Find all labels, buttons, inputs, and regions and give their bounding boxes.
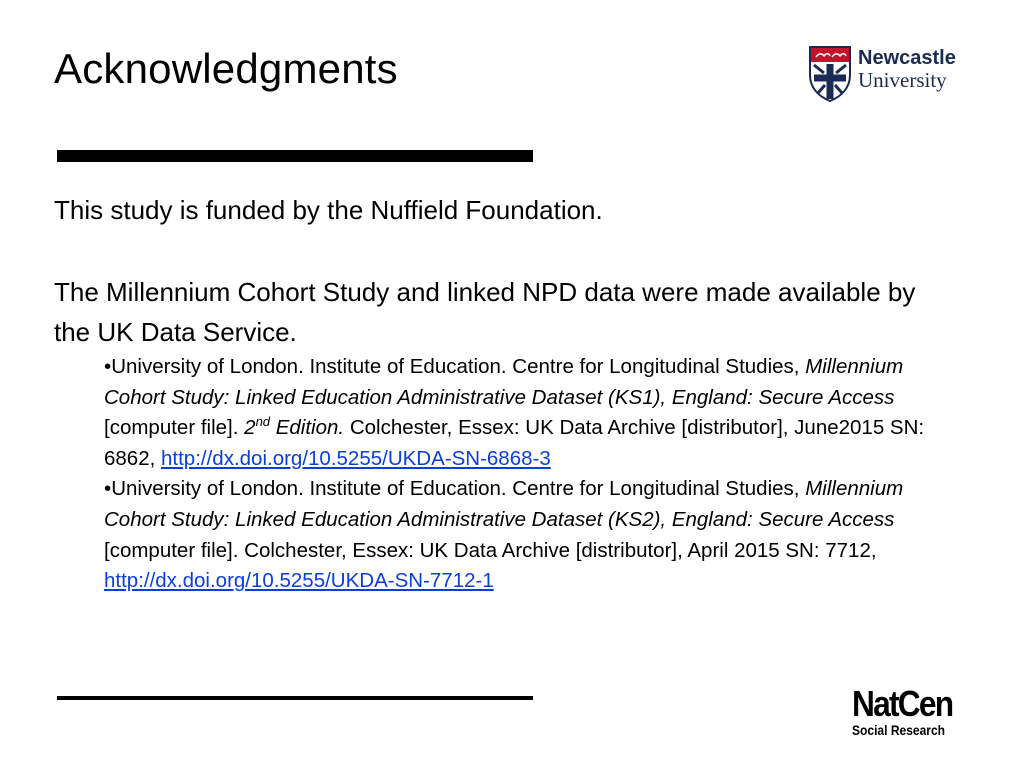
reference-title: Millennium Cohort Study: Linked Education Administrative Dataset (KS1), England: Secure Access xyxy=(104,355,904,409)
reference-list xyxy=(104,352,934,597)
reference-format: [computer file]. xyxy=(104,416,239,440)
data-availability-statement: The Millennium Cohort Study and linked NPD data were made available by the UK Data Service. xyxy=(54,277,916,347)
natcen-logo xyxy=(852,683,972,738)
newcastle-shield-icon xyxy=(808,45,852,103)
reference-item xyxy=(104,352,934,474)
title-divider xyxy=(57,150,533,162)
reference-edition-superscript: nd xyxy=(255,414,271,430)
reference-author: University of London. Institute of Education. Centre for Longitudinal Studies, xyxy=(111,355,800,378)
funding-statement: This study is funded by the Nuffield Foundation. xyxy=(54,195,603,225)
bullet: • xyxy=(104,355,112,378)
doi-link[interactable]: http://dx.doi.org/10.5255/UKDA-SN-6868-3 xyxy=(161,446,551,470)
natcen-logo-name: NatCen xyxy=(852,683,953,724)
newcastle-logo-line2: University xyxy=(858,68,947,92)
bullet: • xyxy=(104,477,112,501)
reference-publisher: Colchester, Essex: UK Data Archive [distributor], June2015 SN: 6862, xyxy=(104,416,925,470)
slide-title: Acknowledgments xyxy=(54,45,398,92)
reference-format: [computer file]. xyxy=(104,538,239,562)
reference-author: University of London. Institute of Education. Centre for Longitudinal Studies, xyxy=(111,477,800,501)
reference-item xyxy=(104,474,934,596)
newcastle-university-logo xyxy=(808,45,973,105)
natcen-logo-subtitle: Social Research xyxy=(852,722,946,738)
newcastle-logo-line1: Newcastle xyxy=(858,47,956,69)
footer-divider xyxy=(57,696,533,700)
reference-edition-word: Edition. xyxy=(275,416,345,440)
doi-link[interactable]: http://dx.doi.org/10.5255/UKDA-SN-7712-1 xyxy=(104,569,494,593)
reference-edition-number: 2 xyxy=(244,416,256,440)
reference-publisher: Colchester, Essex: UK Data Archive [distributor], April 2015 SN: 7712, xyxy=(244,538,877,562)
reference-title: Millennium Cohort Study: Linked Education Administrative Dataset (KS2), England: Secure Access xyxy=(104,477,904,531)
